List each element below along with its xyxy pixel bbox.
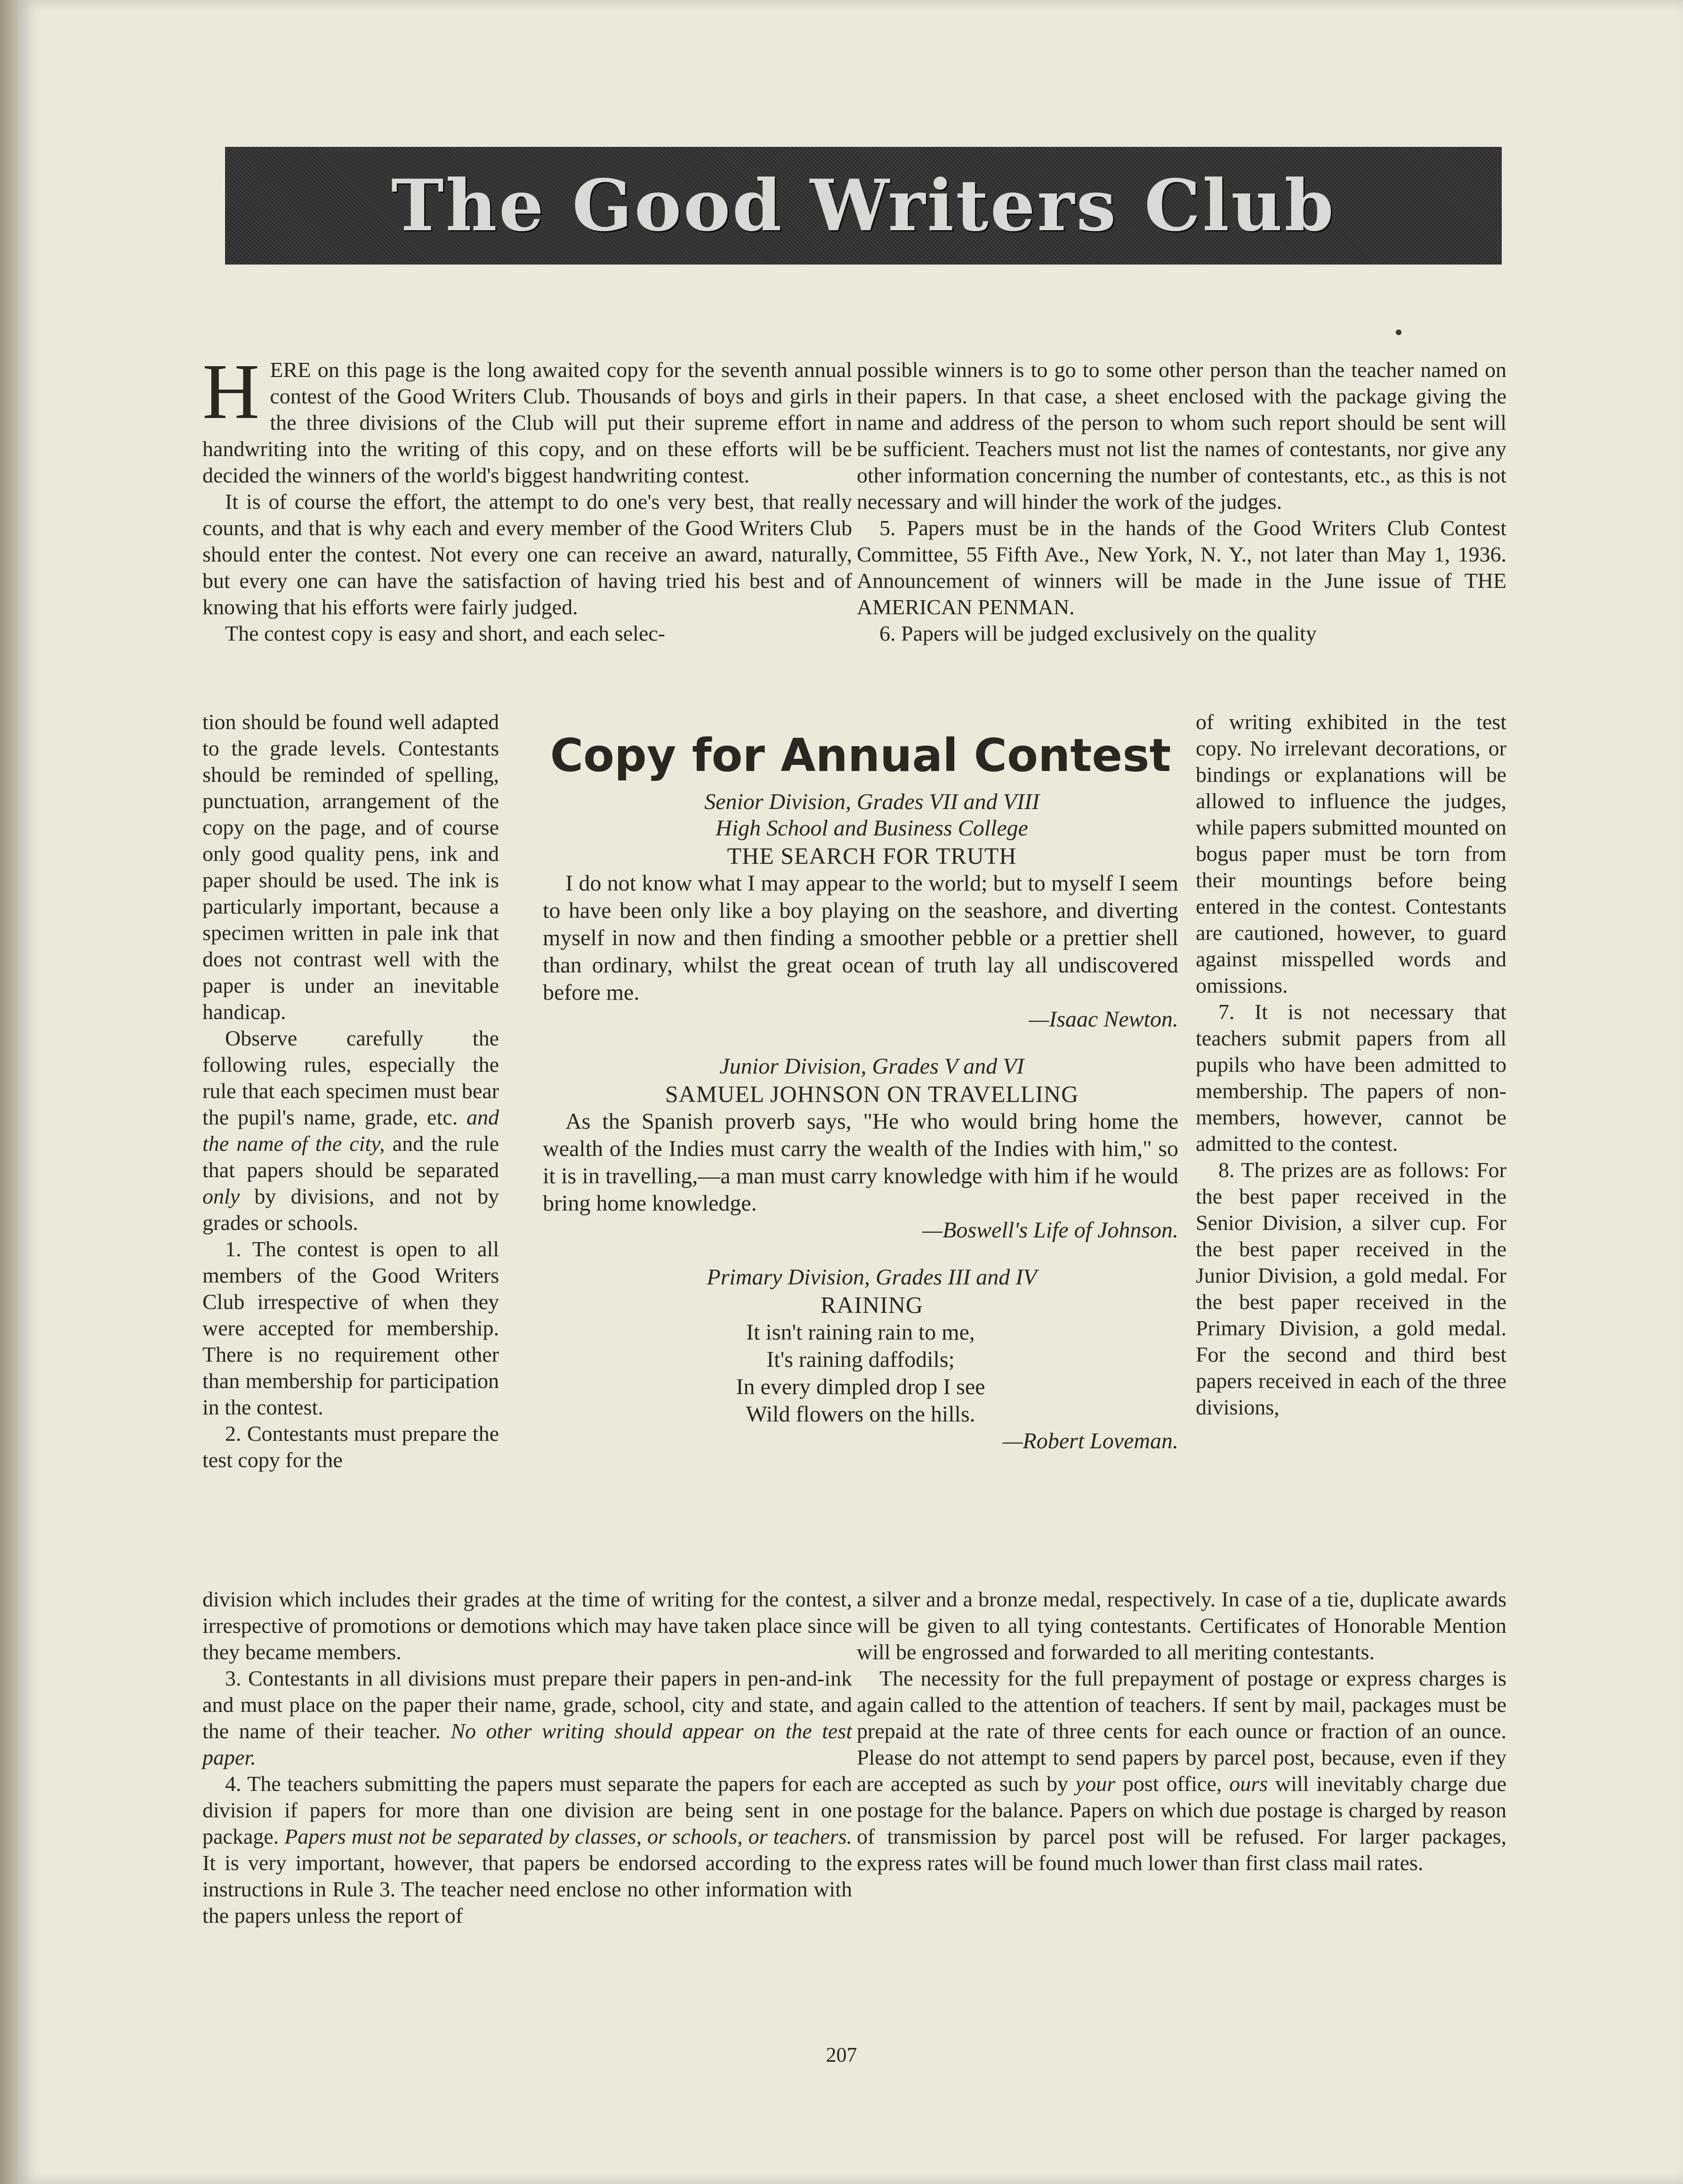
poem [543,1319,1178,1428]
primary-piece-title: RAINING [820,1292,924,1318]
rule-7: 7. It is not necessary that teachers submit papers from all pupils who have been admitted to membership. The papers of non-members, however, cannot be admitted to the contest. [1196,1000,1506,1156]
senior-division-label: Senior Division, Grades VII and VIII [704,789,1039,814]
junior-division-label: Junior Division, Grades V and VI [719,1054,1024,1079]
left-column-top [202,348,852,647]
poem-line: It isn't raining rain to me, [746,1320,975,1345]
poem-line: In every dimpled drop I see [736,1374,985,1399]
rule-8: 8. The prizes are as follows: For the best paper received in the Senior Division, a silver cup. For the best paper received in the Junior Division, a gold medal. For the best paper received in the Primary Division, a gold medal. For the second and third best papers received in each of the three divisions, [1196,1158,1506,1419]
poem-line: It's raining daffodils; [766,1347,955,1372]
junior-piece-author: —Boswell's Life of Johnson. [922,1218,1178,1243]
page-number: 207 [826,2043,857,2066]
right-column-top [857,357,1506,647]
rule-2: 2. Contestants must prepare the test copy for the [202,1421,499,1472]
rule-6: 6. Papers will be judged exclusively on the quality [879,621,1317,645]
ink-dot [1396,329,1401,335]
poem-line: Wild flowers on the hills. [746,1402,975,1427]
page-title: The Good Writers Club [391,164,1336,247]
rule-3: 3. Contestants in all divisions must prepare their papers in pen-and-ink and must place on the paper their name, grade, school, city and state, and the name of their teacher. No other writing should appear on the test paper. [202,1666,852,1769]
right-column-narrow [1196,709,1506,1421]
left-column-narrow [202,709,499,1473]
rules-intro-paragraph: Observe carefully the following rules, especially the rule that each specimen must bear the pupil's name, grade, etc. and the name of the city, and the rule that papers should be separated only by divisions, and not by grades or schools. [202,1026,499,1235]
rule-1: 1. The contest is open to all members of the Good Writers Club irrespective of when they were accepted for membership. There is no requirement other than membership for participation in the contest. [202,1237,499,1419]
paragraph: possible winners is to go to some other person than the teacher named on their papers. In that case, a sheet enclosed with the package giving the name and address of the person to whom such report should be sent will be sufficient. Teachers must not list the names of contestants, nor give any other information concerning the number of contestants, etc., as this is not necessary and will hinder the work of the judges. [857,358,1506,514]
contest-copy-box [543,730,1178,1454]
rule-2-continued: division which includes their grades at the time of writing for the contest, irrespective of promotions or demotions which may have taken place since they became members. [202,1587,852,1664]
intro-paragraph: HERE on this page is the long awaited copy for the seventh annual contest of the Good Writers Club. Thousands of boys and girls in the three divisions of the Club will put their supreme effort in handwriting into the writing of this copy, and on these efforts will be decided the winners of the world's biggest handwriting contest. [202,348,852,487]
paragraph: The contest copy is easy and short, and each selec- [225,621,665,645]
right-column-bottom [857,1586,1506,1876]
magazine-page [18,0,1683,2184]
junior-piece-text: As the Spanish proverb says, "He who would bring home the wealth of the Indies must carry the wealth of the Indies with him," so it is in travelling,—a man must carry knowledge with him if he would bring home knowledge. [543,1109,1178,1216]
title-banner [225,147,1502,265]
postage-paragraph: The necessity for the full prepayment of postage or express charges is again called to the attention of teachers. If sent by mail, packages must be prepaid at the rate of three cents for each ounce or fraction of an ounce. Please do not attempt to send papers by parcel post, because, even if they are accepted as such by your post office, ours will inevitably charge due postage for the balance. Papers on which due postage is charged by reason of transmission by parcel post will be refused. For larger packages, express rates will be found much lower than first class mail rates. [857,1666,1507,1875]
paragraph: It is of course the effort, the attempt to do one's very best, that really counts, and that is why each and every member of the Good Writers Club should enter the contest. Not every one can receive an award, naturally, but every one can have the satisfaction of having tried his best and of knowing that his efforts were fairly judged. [202,490,852,619]
primary-division-label: Primary Division, Grades III and IV [707,1265,1037,1290]
senior-piece-author: —Isaac Newton. [1029,1007,1178,1032]
paragraph: tion should be found well adapted to the grade levels. Contestants should be reminded of spelling, punctuation, arrangement of the copy on the page, and of course only good quality pens, ink and paper should be used. The ink is particularly important, because a specimen written in pale ink that does not contrast well with the paper is under an inevitable handicap. [202,710,499,1024]
rule-4: 4. The teachers submitting the papers must separate the papers for each division if papers for more than one division are being sent in one package. Papers must not be separated by classes, or schools, or teachers. It is very important, however, that papers be endorsed according to the instructions in Rule 3. The teacher need enclose no other information with the papers unless the report of [202,1772,852,1927]
senior-piece-text: I do not know what I may appear to the world; but to myself I seem to have been only like a boy playing on the seashore, and diverting myself in now and then finding a smoother pebble or a prettier shell than ordinary, whilst the great ocean of truth lay all undiscovered before me. [543,871,1178,1005]
rule-5: 5. Papers must be in the hands of the Good Writers Club Contest Committee, 55 Fifth Ave., New York, N. Y., not later than May 1, 1936. Announcement of winners will be made in the June issue of THE AMERICAN PENMAN. [857,516,1506,619]
primary-piece-author: —Robert Loveman. [1002,1429,1178,1453]
senior-piece-title: THE SEARCH FOR TRUTH [727,843,1017,869]
left-column-bottom [202,1586,852,1929]
drop-cap: H [202,348,260,435]
rule-8-continued: a silver and a bronze medal, respectively. In case of a tie, duplicate awards will be given to all tying contestants. Certificates of Honorable Mention will be engrossed and forwarded to all meriting contestants. [857,1587,1506,1664]
contest-heading: Copy for Annual Contest [550,729,1171,782]
junior-piece-title: SAMUEL JOHNSON ON TRAVELLING [665,1081,1079,1107]
rule-6-continued: of writing exhibited in the test copy. No irrelevant decorations, or bindings or explanations will be allowed to influence the judges, while papers submitted mounted on bogus paper must be torn from their mountings before being entered in the contest. Contestants are cautioned, however, to guard against misspelled words and omissions. [1196,710,1506,997]
senior-division-label-2: High School and Business College [716,816,1028,841]
